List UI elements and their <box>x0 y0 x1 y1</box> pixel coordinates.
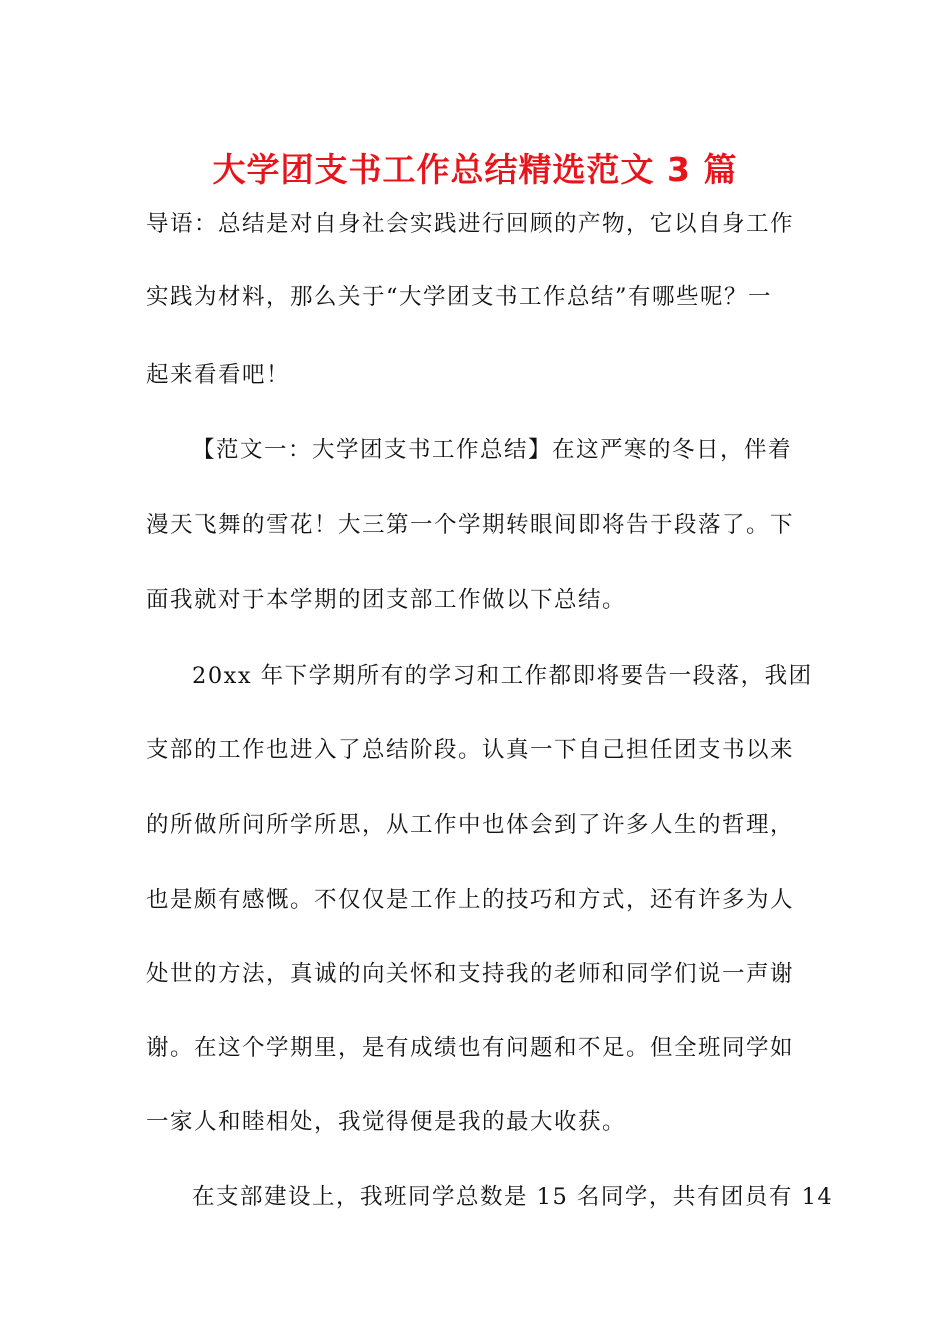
paragraph-2-line-2: 支部的工作也进入了总结阶段。认真一下自己担任团支书以来 <box>146 737 795 763</box>
intro-line-2: 实践为材料，那么关于“大学团支书工作总结”有哪些呢？一 <box>146 284 773 310</box>
document-title: 大学团支书工作总结精选范文 3 篇 <box>212 150 738 189</box>
paragraph-2-line-4: 也是颇有感慨。不仅仅是工作上的技巧和方式，还有许多为人 <box>146 887 795 913</box>
paragraph-2-line-7: 一家人和睦相处，我觉得便是我的最大收获。 <box>146 1109 627 1135</box>
paragraph-1-line-2: 漫天飞舞的雪花！大三第一个学期转眼间即将告于段落了。下 <box>146 512 795 538</box>
paragraph-2-line-5: 处世的方法，真诚的向关怀和支持我的老师和同学们说一声谢 <box>146 961 795 987</box>
paragraph-1-line-3: 面我就对于本学期的团支部工作做以下总结。 <box>146 587 627 613</box>
paragraph-2-line-6: 谢。在这个学期里，是有成绩也有问题和不足。但全班同学如 <box>146 1035 795 1061</box>
paragraph-2-line-1: 20xx 年下学期所有的学习和工作都即将要告一段落，我团 <box>192 663 813 689</box>
paragraph-1-line-1: 【范文一：大学团支书工作总结】在这严寒的冬日，伴着 <box>192 437 793 463</box>
intro-line-3: 起来看看吧！ <box>146 362 291 388</box>
paragraph-3-line-1: 在支部建设上，我班同学总数是 15 名同学，共有团员有 14 <box>192 1184 834 1210</box>
intro-line-1: 导语：总结是对自身社会实践进行回顾的产物，它以自身工作 <box>146 211 795 237</box>
paragraph-2-line-3: 的所做所问所学所思，从工作中也体会到了许多人生的哲理， <box>146 812 795 838</box>
